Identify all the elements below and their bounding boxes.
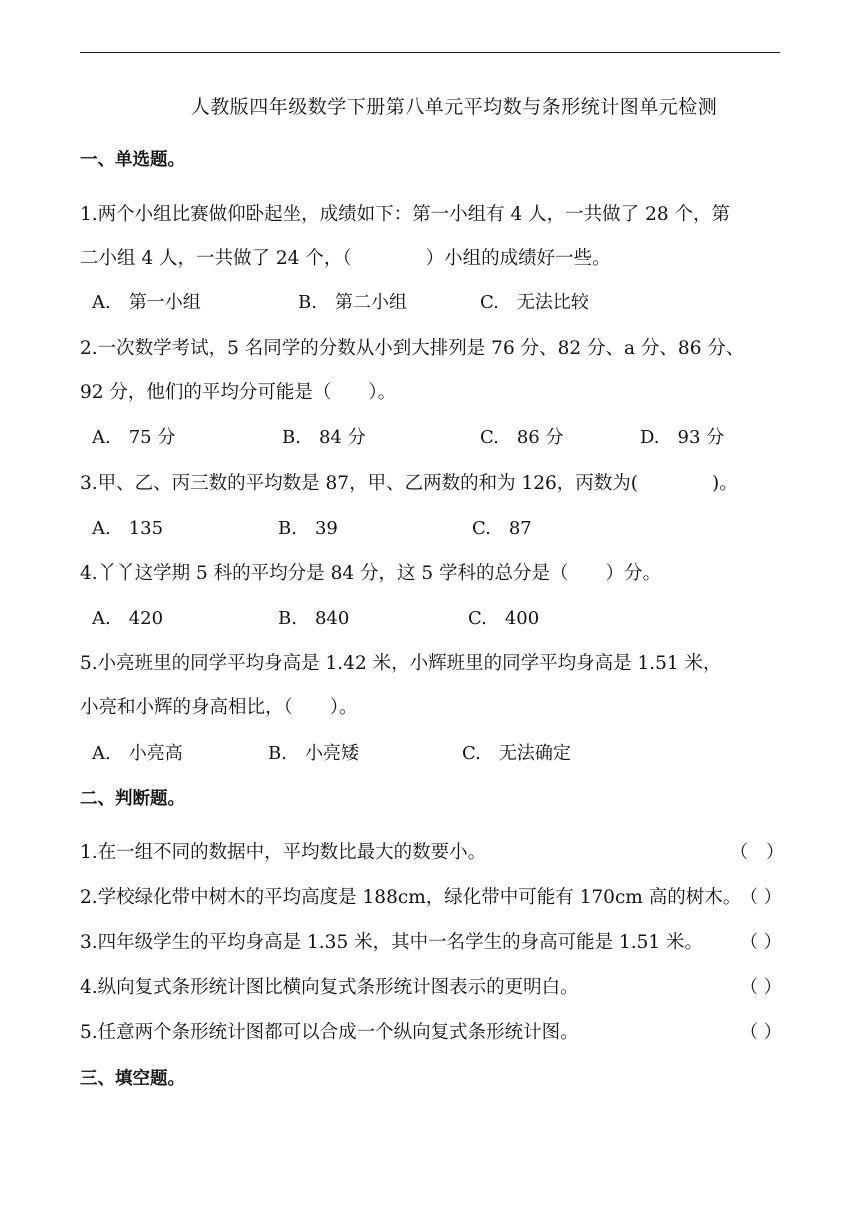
q4-option-a: A. 420 (92, 608, 164, 629)
question-3-line-1: 3.甲、乙、丙三数的平均数是 87，甲、乙两数的和为 126，丙数为( )。 (80, 473, 738, 494)
question-1-line-1: 1.两个小组比赛做仰卧起坐，成绩如下：第一小组有 4 人，一共做了 28 个，第 (80, 204, 730, 225)
q2-option-b: B. 84 分 (282, 427, 366, 448)
q1-option-a: A. 第一小组 (92, 292, 201, 313)
q2-option-a: A. 75 分 (92, 427, 176, 448)
section-heading-single-choice: 一、单选题。 (80, 150, 185, 170)
q5-option-b: B. 小亮矮 (268, 743, 359, 764)
q2-option-c: C. 86 分 (480, 427, 564, 448)
question-5-line-2: 小亮和小辉的身高相比，（ ）。 (80, 697, 358, 718)
judge-item-4: 4.纵向复式条形统计图比横向复式条形统计图表示的更明白。 (80, 977, 579, 998)
judge-answer-bracket-1[interactable]: （ ） (730, 842, 784, 863)
q1-option-b: B. 第二小组 (298, 292, 407, 313)
section-heading-fill-in: 三、填空题。 (80, 1069, 185, 1089)
q3-option-c: C. 87 (472, 518, 532, 539)
page-title: 人教版四年级数学下册第八单元平均数与条形统计图单元检测 (190, 96, 718, 118)
judge-answer-bracket-3[interactable]: （ ） (740, 932, 782, 953)
judge-item-2: 2.学校绿化带中树木的平均高度是 188cm，绿化带中可能有 170cm 高的树木。 (80, 887, 742, 908)
judge-item-5: 5.任意两个条形统计图都可以合成一个纵向复式条形统计图。 (80, 1022, 579, 1043)
section-heading-true-false: 二、判断题。 (80, 789, 185, 809)
judge-item-3: 3.四年级学生的平均身高是 1.35 米，其中一名学生的身高可能是 1.51 米。 (80, 932, 704, 953)
q4-option-b: B. 840 (278, 608, 350, 629)
q5-option-a: A. 小亮高 (92, 743, 183, 764)
q1-option-c: C. 无法比较 (480, 292, 589, 313)
q4-option-c: C. 400 (468, 608, 540, 629)
judge-answer-bracket-4[interactable]: （ ） (740, 977, 782, 998)
judge-answer-bracket-2[interactable]: （ ） (740, 887, 782, 908)
judge-item-1: 1.在一组不同的数据中，平均数比最大的数要小。 (80, 842, 487, 863)
question-5-line-1: 5.小亮班里的同学平均身高是 1.42 米，小辉班里的同学平均身高是 1.51 米， (80, 653, 722, 674)
question-2-line-1: 2.一次数学考试，5 名同学的分数从小到大排列是 76 分、82 分、a 分、86 分、 (80, 338, 745, 359)
question-4-line-1: 4.丫丫这学期 5 科的平均分是 84 分，这 5 学科的总分是（ ）分。 (80, 563, 662, 584)
question-2-line-2: 92 分，他们的平均分可能是（ ）。 (80, 382, 397, 403)
q5-option-c: C. 无法确定 (462, 743, 571, 764)
judge-answer-bracket-5[interactable]: （ ） (740, 1022, 782, 1043)
header-rule (80, 52, 780, 53)
q3-option-b: B. 39 (278, 518, 338, 539)
q2-option-d: D. 93 分 (640, 427, 725, 448)
question-1-line-2: 二小组 4 人，一共做了 24 个，（ ）小组的成绩好一些。 (80, 248, 611, 269)
q3-option-a: A. 135 (92, 518, 164, 539)
